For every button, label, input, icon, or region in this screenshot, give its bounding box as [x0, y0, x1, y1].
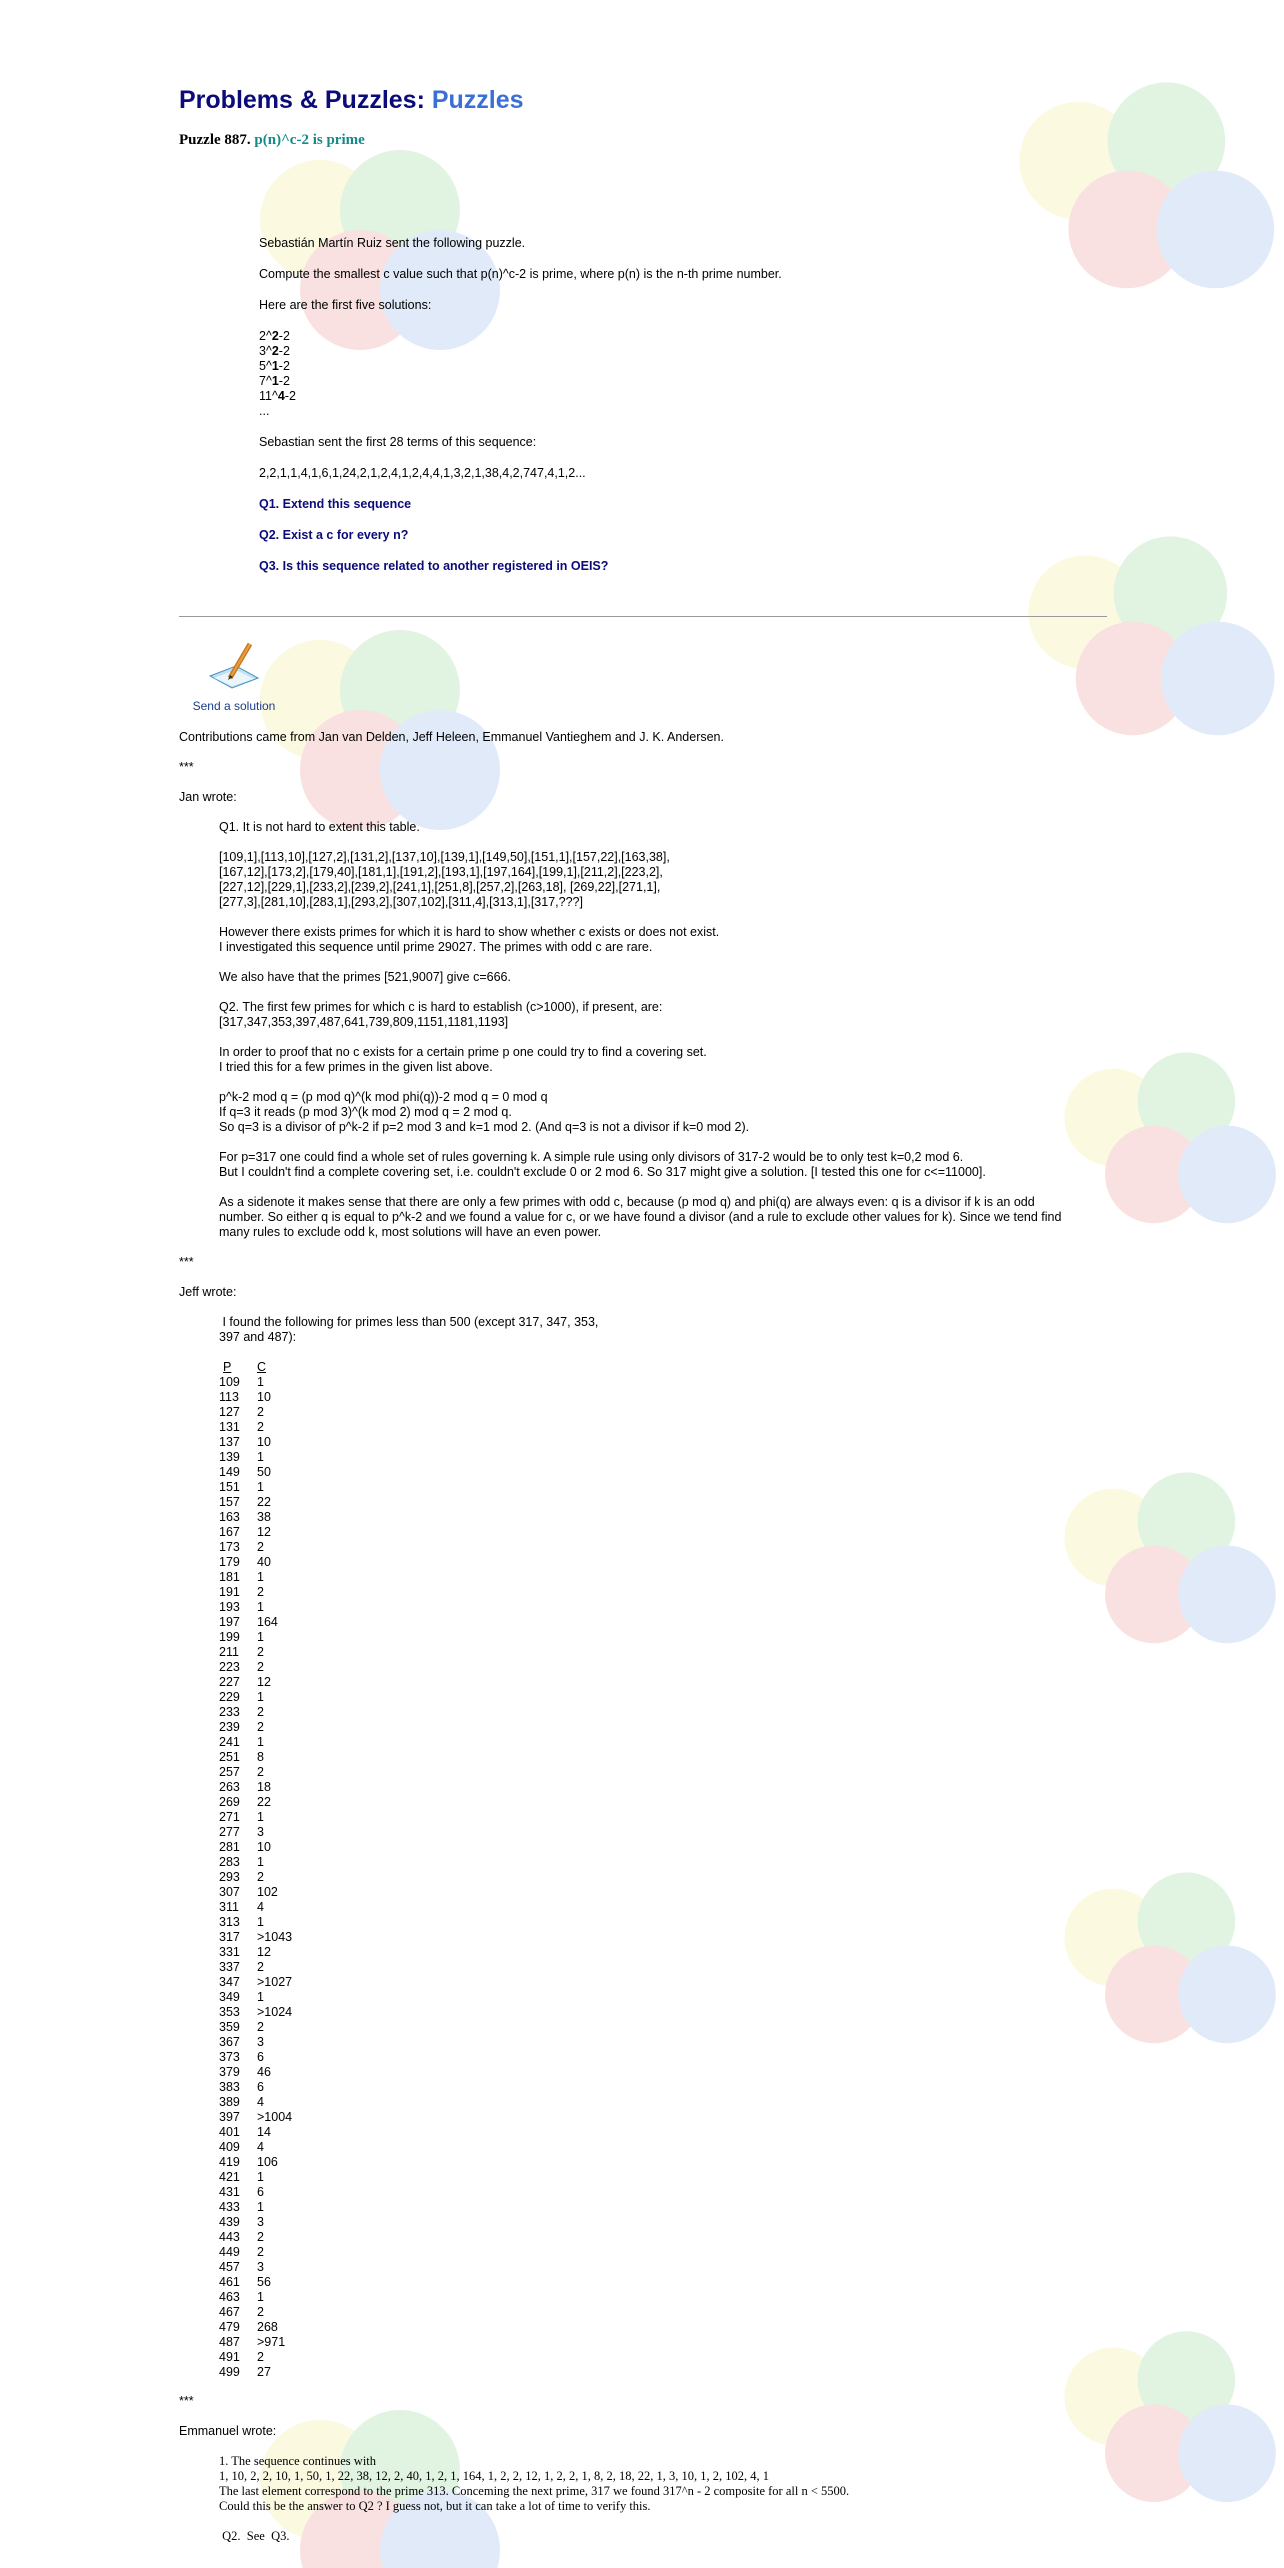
table-row [219, 2155, 292, 2170]
cell-prime: 337 [219, 1960, 240, 1974]
table-row [219, 1990, 292, 2005]
jan-mod-line: So q=3 is a divisor of p^k-2 if p=2 mod 3 and k=1 mod 2. (And q=3 is not a divisor if k=0 mod 2). [219, 1120, 750, 1134]
solution-ellipsis: ... [259, 404, 270, 418]
table-row [219, 1570, 292, 1585]
cell-c: 12 [257, 1525, 271, 1539]
cell-prime: 443 [219, 2230, 240, 2244]
emmanuel-line: 1. The sequence continues with [219, 2454, 377, 2468]
cell-prime: 163 [219, 1510, 240, 1524]
solutions-list [259, 329, 1099, 419]
cell-c: 2 [257, 2350, 264, 2364]
jeff-results-table [219, 1360, 292, 2380]
table-row [219, 2005, 292, 2020]
cell-prime: 167 [219, 1525, 240, 1539]
table-row [219, 1585, 292, 1600]
emmanuel-line: Could this be the answer to Q2 ? I guess not, but it can take a lot of time to verify this. [219, 2499, 651, 2513]
cell-prime: 457 [219, 2260, 240, 2274]
jeff-answer [219, 1315, 1093, 2380]
statement-sent: Sebastian sent the first 28 terms of this sequence: [259, 435, 537, 449]
cell-c: 2 [257, 1405, 264, 1419]
table-row [219, 1840, 292, 1855]
cell-c: 2 [257, 1765, 264, 1779]
jan-table-line: [167,12],[173,2],[179,40],[181,1],[191,2],[193,1],[197,164],[199,1],[211,2],[223,2], [219, 865, 663, 879]
table-row [219, 1435, 292, 1450]
col-header-p: P [223, 1360, 232, 1374]
cell-c: >1027 [257, 1975, 293, 1989]
cell-prime: 269 [219, 1795, 240, 1809]
table-row [219, 2170, 292, 2185]
table-row [219, 1705, 292, 1720]
cell-c: 4 [257, 2140, 264, 2154]
send-solution-label[interactable]: Send a solution [192, 699, 276, 713]
cell-c: >1024 [257, 2005, 293, 2019]
table-row [219, 1735, 292, 1750]
cell-prime: 263 [219, 1780, 240, 1794]
cell-prime: 359 [219, 2020, 240, 2034]
cell-c: 1 [257, 1600, 264, 1614]
cell-prime: 347 [219, 1975, 240, 1989]
cell-prime: 233 [219, 1705, 240, 1719]
cell-c: 14 [257, 2125, 271, 2139]
table-row [219, 1660, 292, 1675]
cell-prime: 491 [219, 2350, 240, 2364]
jeff-intro-line: 397 and 487): [219, 1330, 297, 1344]
question-1: Q1. Extend this sequence [259, 497, 412, 511]
puzzle-name: p(n)^c-2 is prime [254, 132, 365, 148]
table-row [219, 1510, 292, 1525]
cell-c: 2 [257, 2305, 264, 2319]
table-row [219, 1375, 292, 1390]
cell-prime: 397 [219, 2110, 240, 2124]
jan-q2-line: [317,347,353,397,487,641,739,809,1151,1181,1193] [219, 1015, 509, 1029]
solution-item: 11^4-2 [259, 389, 296, 403]
table-row [219, 2050, 292, 2065]
separator: *** [179, 2394, 194, 2408]
cell-c: 1 [257, 2170, 264, 2184]
table-row [219, 1855, 292, 1870]
question-2: Q2. Exist a c for every n? [259, 528, 409, 542]
cell-c: 4 [257, 1900, 264, 1914]
table-row [219, 1525, 292, 1540]
table-row [219, 2305, 292, 2320]
emmanuel-q2-line: Q2. See Q3. [219, 2529, 290, 2543]
jan-hard-line: However there exists primes for which it is hard to show whether c exists or does not exist. [219, 925, 720, 939]
cell-c: 8 [257, 1750, 264, 1764]
cell-c: 268 [257, 2320, 278, 2334]
cell-c: 2 [257, 2020, 264, 2034]
cell-c: 1 [257, 1450, 264, 1464]
cell-c: 22 [257, 1495, 271, 1509]
table-row [219, 1600, 292, 1615]
table-row [219, 1465, 292, 1480]
cell-c: 102 [257, 1885, 278, 1899]
cell-c: 2 [257, 1870, 264, 1884]
jan-answer [219, 820, 1093, 1240]
cell-c: 164 [257, 1615, 278, 1629]
cell-prime: 181 [219, 1570, 240, 1584]
table-row [219, 1870, 292, 1885]
cell-prime: 223 [219, 1660, 240, 1674]
table-row [219, 2035, 292, 2050]
cell-prime: 239 [219, 1720, 240, 1734]
cell-c: 38 [257, 1510, 271, 1524]
table-row [219, 1675, 292, 1690]
table-row [219, 1780, 292, 1795]
table-row [219, 2185, 292, 2200]
table-row [219, 1825, 292, 1840]
col-header-c: C [257, 1360, 267, 1374]
cell-prime: 283 [219, 1855, 240, 1869]
puzzle-statement [259, 236, 1099, 590]
cell-prime: 349 [219, 1990, 240, 2004]
table-row [219, 1420, 292, 1435]
table-row [219, 1975, 292, 1990]
table-row [219, 1900, 292, 1915]
table-row [219, 1555, 292, 1570]
cell-c: 1 [257, 2200, 264, 2214]
cell-prime: 439 [219, 2215, 240, 2229]
table-row [219, 1480, 292, 1495]
jan-proof-line: In order to proof that no c exists for a certain prime p one could try to find a covering set. [219, 1045, 707, 1059]
table-row [219, 1630, 292, 1645]
cell-c: 12 [257, 1675, 271, 1689]
cell-prime: 193 [219, 1600, 240, 1614]
cell-prime: 257 [219, 1765, 240, 1779]
cell-prime: 353 [219, 2005, 240, 2019]
page-title-main: Problems & Puzzles: [179, 86, 425, 114]
cell-c: 4 [257, 2095, 264, 2109]
table-row [219, 1405, 292, 1420]
cell-c: 10 [257, 1390, 271, 1404]
cell-c: 1 [257, 2290, 264, 2304]
table-row [219, 2200, 292, 2215]
cell-c: 2 [257, 1420, 264, 1434]
cell-c: 1 [257, 1855, 264, 1869]
cell-prime: 137 [219, 1435, 240, 1449]
cell-prime: 191 [219, 1585, 240, 1599]
cell-c: 1 [257, 1690, 264, 1704]
cell-c: 2 [257, 1660, 264, 1674]
cell-prime: 131 [219, 1420, 240, 1434]
cell-prime: 467 [219, 2305, 240, 2319]
cell-prime: 113 [219, 1390, 239, 1404]
cell-prime: 379 [219, 2065, 240, 2079]
table-row [219, 2095, 292, 2110]
cell-prime: 271 [219, 1810, 240, 1824]
table-row [219, 2020, 292, 2035]
solution-item: 3^2-2 [259, 344, 290, 358]
table-row [219, 1690, 292, 1705]
cell-prime: 229 [219, 1690, 240, 1704]
jan-table-line: [109,1],[113,10],[127,2],[131,2],[137,10],[139,1],[149,50],[151,1],[157,22],[163,38], [219, 850, 670, 864]
jan-author: Jan wrote: [179, 790, 237, 804]
table-row [219, 2320, 292, 2335]
cell-prime: 431 [219, 2185, 240, 2199]
cell-prime: 419 [219, 2155, 240, 2169]
cell-c: 106 [257, 2155, 278, 2169]
cell-c: 3 [257, 2215, 264, 2229]
cell-c: 3 [257, 2260, 264, 2274]
puzzle-number: Puzzle 887. [179, 132, 251, 148]
cell-c: 2 [257, 1540, 264, 1554]
table-row [219, 1915, 292, 1930]
section-divider [179, 616, 1107, 617]
table-row [219, 2290, 292, 2305]
cell-c: 6 [257, 2080, 264, 2094]
cell-c: 2 [257, 2245, 264, 2259]
cell-prime: 401 [219, 2125, 240, 2139]
jan-proof-line: I tried this for a few primes in the given list above. [219, 1060, 493, 1074]
cell-prime: 433 [219, 2200, 240, 2214]
cell-c: 1 [257, 1630, 264, 1644]
cell-prime: 461 [219, 2275, 240, 2289]
solution-item: 2^2-2 [259, 329, 290, 343]
table-row [219, 1720, 292, 1735]
emmanuel-line: The last element correspond to the prime 313. Conceming the next prime, 317 we found 317^n - 2 composite for all n < 5500. [219, 2484, 850, 2498]
cell-prime: 293 [219, 1870, 240, 1884]
solution-item: 7^1-2 [259, 374, 290, 388]
cell-c: 6 [257, 2185, 264, 2199]
cell-c: 1 [257, 1480, 264, 1494]
cell-prime: 149 [219, 1465, 240, 1479]
table-row [219, 1795, 292, 1810]
table-row [219, 2335, 292, 2350]
cell-prime: 151 [219, 1480, 240, 1494]
cell-prime: 389 [219, 2095, 240, 2109]
cell-c: 10 [257, 1435, 271, 1449]
cell-prime: 281 [219, 1840, 240, 1854]
table-row [219, 2080, 292, 2095]
table-row [219, 1495, 292, 1510]
table-row [219, 1540, 292, 1555]
table-row [219, 2230, 292, 2245]
jan-table-line: [227,12],[229,1],[233,2],[239,2],[241,1],[251,8],[257,2],[263,18], [269,22],[271,1], [219, 880, 661, 894]
table-row [219, 1750, 292, 1765]
cell-c: >1043 [257, 1930, 293, 1944]
jan-table-line: [277,3],[281,10],[283,1],[293,2],[307,102],[311,4],[313,1],[317,???] [219, 895, 583, 909]
statement-sequence: 2,2,1,1,4,1,6,1,24,2,1,2,4,1,2,4,4,1,3,2,1,38,4,2,747,4,1,2... [259, 466, 586, 480]
cell-prime: 421 [219, 2170, 240, 2184]
table-row [219, 1765, 292, 1780]
table-row [219, 1930, 292, 1945]
cell-c: >971 [257, 2335, 286, 2349]
cell-c: 27 [257, 2365, 271, 2379]
table-row [219, 2245, 292, 2260]
table-row [219, 1450, 292, 1465]
cell-c: >1004 [257, 2110, 293, 2124]
table-row [219, 2350, 292, 2365]
cell-c: 3 [257, 2035, 264, 2049]
cell-prime: 409 [219, 2140, 240, 2154]
jan-also-line: We also have that the primes [521,9007] give c=666. [219, 970, 511, 984]
cell-prime: 317 [219, 1930, 240, 1944]
jan-mod-line: p^k-2 mod q = (p mod q)^(k mod phi(q))-2 mod q = 0 mod q [219, 1090, 548, 1104]
cell-prime: 139 [219, 1450, 240, 1464]
jan-p317-line: But I couldn't find a complete covering set, i.e. couldn't exclude 0 or 2 mod 6. So 317 might give a solution. [I tested this one for c<=11000]. [219, 1165, 986, 1179]
cell-prime: 199 [219, 1630, 240, 1644]
table-row [219, 1960, 292, 1975]
cell-prime: 449 [219, 2245, 240, 2259]
table-row [219, 1885, 292, 1900]
jan-hard-line: I investigated this sequence until prime 29027. The primes with odd c are rare. [219, 940, 653, 954]
statement-intro: Sebastián Martín Ruiz sent the following puzzle. [259, 236, 526, 250]
solution-item: 5^1-2 [259, 359, 290, 373]
cell-prime: 127 [219, 1405, 240, 1419]
cell-c: 2 [257, 1705, 264, 1719]
table-row [219, 2215, 292, 2230]
table-row [219, 1945, 292, 1960]
cell-prime: 157 [219, 1495, 240, 1509]
cell-c: 10 [257, 1840, 271, 1854]
emmanuel-author: Emmanuel wrote: [179, 2424, 277, 2438]
table-row [219, 2260, 292, 2275]
send-solution-link[interactable] [184, 640, 284, 713]
cell-prime: 251 [219, 1750, 240, 1764]
cell-prime: 331 [219, 1945, 240, 1959]
cell-prime: 197 [219, 1615, 240, 1629]
pencil-paper-icon [206, 640, 262, 692]
contributions-text: Contributions came from Jan van Delden, Jeff Heleen, Emmanuel Vantieghem and J. K. Andersen. [179, 730, 724, 744]
cell-prime: 373 [219, 2050, 240, 2064]
cell-prime: 173 [219, 1540, 240, 1554]
statement-task: Compute the smallest c value such that p(n)^c-2 is prime, where p(n) is the n-th prime number. [259, 267, 782, 281]
cell-prime: 463 [219, 2290, 240, 2304]
emmanuel-answer [219, 2454, 1093, 2544]
cell-prime: 311 [219, 1900, 239, 1914]
cell-prime: 313 [219, 1915, 240, 1929]
jan-q1-line: Q1. It is not hard to extent this table. [219, 820, 420, 834]
cell-prime: 383 [219, 2080, 240, 2094]
cell-c: 6 [257, 2050, 264, 2064]
jeff-author: Jeff wrote: [179, 1285, 237, 1299]
cell-c: 40 [257, 1555, 271, 1569]
cell-c: 2 [257, 1645, 264, 1659]
puzzle-title [179, 132, 365, 149]
cell-prime: 277 [219, 1825, 240, 1839]
cell-c: 1 [257, 1810, 264, 1824]
cell-prime: 499 [219, 2365, 240, 2379]
cell-prime: 109 [219, 1375, 240, 1389]
cell-c: 2 [257, 1960, 264, 1974]
cell-c: 2 [257, 2230, 264, 2244]
solutions-body [179, 730, 1107, 2544]
separator: *** [179, 1255, 194, 1269]
statement-first-five: Here are the first five solutions: [259, 298, 432, 312]
table-row [219, 2365, 292, 2380]
cell-c: 1 [257, 1570, 264, 1584]
cell-prime: 487 [219, 2335, 240, 2349]
cell-prime: 227 [219, 1675, 240, 1689]
cell-prime: 479 [219, 2320, 240, 2334]
cell-c: 18 [257, 1780, 271, 1794]
cell-prime: 211 [219, 1645, 239, 1659]
page-title-accent: Puzzles [431, 86, 524, 114]
table-row [219, 2125, 292, 2140]
table-row [219, 2275, 292, 2290]
cell-prime: 241 [219, 1735, 240, 1749]
table-row [219, 1645, 292, 1660]
jan-p317-line: For p=317 one could find a whole set of rules governing k. A simple rule using only divisors of 317-2 would be to only test k=0,2 mod 6. [219, 1150, 964, 1164]
cell-c: 1 [257, 1735, 264, 1749]
cell-c: 1 [257, 1375, 264, 1389]
cell-prime: 367 [219, 2035, 240, 2049]
cell-c: 22 [257, 1795, 271, 1809]
table-row [219, 2140, 292, 2155]
cell-c: 50 [257, 1465, 271, 1479]
table-row [219, 2110, 292, 2125]
jan-mod-line: If q=3 it reads (p mod 3)^(k mod 2) mod q = 2 mod q. [219, 1105, 512, 1119]
cell-c: 1 [257, 1915, 264, 1929]
cell-c: 2 [257, 1585, 264, 1599]
page-title [179, 86, 524, 115]
table-row [219, 1615, 292, 1630]
cell-prime: 307 [219, 1885, 240, 1899]
table-row [219, 2065, 292, 2080]
jan-sidenote: As a sidenote it makes sense that there are only a few primes with odd c, because (p mod q) and phi(q) are always even: q is a divisor if k is an odd number. So either q is equal to p^k-2 and we found a value for c, or we have found a divisor (and a rule to exclude other values for k). Since we tend find many rules to exclude odd k, most solutions will have an even power. [219, 1195, 1062, 1239]
table-row [219, 1390, 292, 1405]
cell-c: 2 [257, 1720, 264, 1734]
jan-q2-line: Q2. The first few primes for which c is hard to establish (c>1000), if present, are: [219, 1000, 663, 1014]
separator: *** [179, 760, 194, 774]
jeff-intro-line: I found the following for primes less than 500 (except 317, 347, 353, [219, 1315, 599, 1329]
cell-c: 56 [257, 2275, 271, 2289]
cell-c: 3 [257, 1825, 264, 1839]
cell-c: 46 [257, 2065, 271, 2079]
cell-c: 1 [257, 1990, 264, 2004]
table-row [219, 1810, 292, 1825]
emmanuel-line: 1, 10, 2, 2, 10, 1, 50, 1, 22, 38, 12, 2, 40, 1, 2, 1, 164, 1, 2, 2, 12, 1, 2, 2, 1, 8, 2, 18, 22, 1, 3, 10, 1, 2, 102, 4, 1 [219, 2469, 769, 2483]
cell-prime: 179 [219, 1555, 240, 1569]
question-3: Q3. Is this sequence related to another registered in OEIS? [259, 559, 609, 573]
cell-c: 12 [257, 1945, 271, 1959]
